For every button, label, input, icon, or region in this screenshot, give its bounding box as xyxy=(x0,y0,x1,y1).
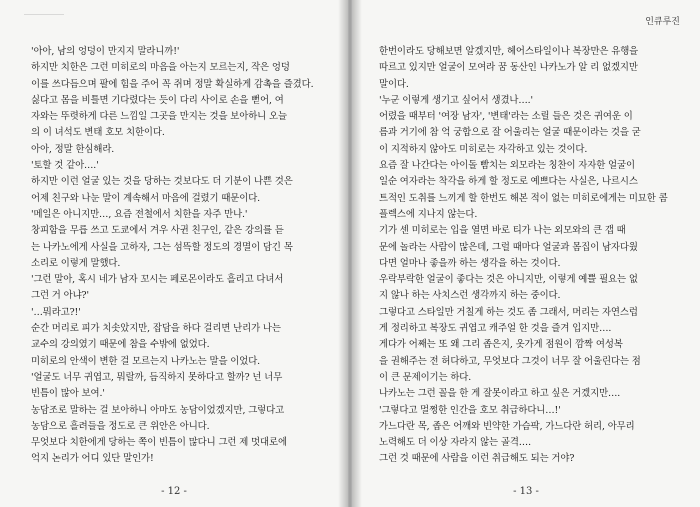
left-page xyxy=(0,0,348,507)
text-line: 빈틈이 많아 보여.' xyxy=(31,388,105,400)
text-line: 미히로의 안색이 변한 걸 모르는지 나카노는 말을 이었다. xyxy=(31,355,261,367)
text-line: 싫다고 몸을 비틀면 기다렸다는 듯이 다리 사이로 손을 뻗어, 여 xyxy=(31,94,284,106)
text-line: 따르고 있지만 얼굴이 모여라 꿈 동산인 나카노가 알 리 없겠지만 xyxy=(379,62,638,74)
text-line: 이 큰 문제이기는 하다. xyxy=(379,371,472,383)
text-line: 트적인 도취를 느끼게 할 한번도 해본 적이 없는 미히로에게는 미묘한 콤 xyxy=(379,192,668,204)
text-line: 일순 여자라는 착각을 하게 할 정도로 예쁘다는 사실은, 나르시스 xyxy=(379,176,638,188)
text-line: '메일은 아니지만…, 요즘 전철에서 치한을 자주 만나.' xyxy=(31,208,248,220)
text-line: 는 나카노에게 사실을 고하자, 그는 섬뜩할 정도의 경멸이 담긴 목 xyxy=(31,241,293,253)
text-line: 그런 거 아냐?' xyxy=(31,290,89,302)
text-line: 기가 센 미히로는 입을 열면 바로 티가 나는 외모와의 큰 갭 때 xyxy=(379,225,626,237)
text-line: 교수의 강의였기 때문에 참을 수밖에 없었다. xyxy=(31,339,210,351)
text-line: 농담으로 흘려들을 정도로 큰 위안은 아니다. xyxy=(31,420,210,432)
text-line: 우락부락한 얼굴이 좋다는 것은 아니지만, 이렇게 예쁠 필요는 없 xyxy=(379,274,638,286)
page-number-right: - 13 - xyxy=(513,486,539,497)
text-line: 농담조로 말하는 걸 보아하니 아마도 농담이었겠지만, 그렇다고 xyxy=(31,404,285,416)
text-line: 나카노는 그런 꼴을 한 게 잘못이라고 하고 싶은 거겠지만…. xyxy=(379,388,621,400)
text-line: '아아, 남의 엉덩이 만지지 말라니까!' xyxy=(31,46,180,57)
book-gutter xyxy=(338,0,362,507)
text-line: '그렇다고 멀쩡한 인간을 호모 취급하다니…!' xyxy=(379,404,561,416)
text-line: '누군 이렇게 생기고 싶어서 생겼나….' xyxy=(379,94,534,106)
text-line: 플렉스에 지나지 않는다. xyxy=(379,208,478,220)
text-line: 무엇보다 치한에게 당하는 쪽이 빈틈이 많다니 그런 제 멋대로에 xyxy=(31,437,287,449)
right-page xyxy=(352,0,700,507)
text-line: 을 권해주는 전 허다하고, 무엇보다 그것이 너무 잘 어울린다는 점 xyxy=(379,355,641,367)
page-number-left: - 12 - xyxy=(161,486,187,497)
text-line: 게 정리하고 복장도 귀엽고 캐주얼 한 것을 즐겨 입지만…. xyxy=(379,323,612,335)
text-line: 어제 친구와 나눈 말이 계속해서 마음에 걸렸기 때문이다. xyxy=(31,192,261,204)
text-line: 그렇다고 스타일만 거칠게 하는 것도 좀 그래서, 머리는 자연스럽 xyxy=(379,306,638,318)
text-line: 말이다. xyxy=(379,78,409,90)
text-line: 문에 놀라는 사람이 많은데, 그럴 때마다 얼굴과 몸집이 남자다웠 xyxy=(379,241,638,253)
running-header: 인큐루진 xyxy=(645,17,680,27)
text-line: 아아, 정말 한심해라. xyxy=(31,143,115,155)
text-line: 요즘 잘 나간다는 아이돌 빰치는 외모라는 칭찬이 자자한 얼굴이 xyxy=(379,160,635,172)
text-line: 지 않나 하는 사치스런 생각까지 하는 중이다. xyxy=(379,290,561,302)
text-line: 름과 거기에 참 억 궁합으로 잘 어울리는 얼굴 때문이라는 것을 굳 xyxy=(379,127,641,139)
text-line: '토할 것 같아….' xyxy=(31,160,99,172)
text-line: 이 지적하지 않아도 미히로는 자각하고 있는 것이다. xyxy=(379,143,588,155)
left-body-text xyxy=(24,44,332,468)
text-line: '얼굴도 너무 귀엽고, 뭐랄까, 듬직하지 못하다고 할까? 넌 너무 xyxy=(31,371,283,383)
text-line: 억지 논리가 어디 있단 말인가! xyxy=(31,453,154,465)
text-line: '그런 말아, 혹시 네가 남자 꼬시는 페로몬이라도 흘리고 다녀서 xyxy=(31,274,284,286)
text-line: 가느다란 목, 좁은 어깨와 빈약한 가슴팍, 가느다란 허리, 아무리 xyxy=(379,420,635,432)
text-line: 소리로 이렇게 말했다. xyxy=(31,257,121,269)
running-head-mark xyxy=(24,14,64,23)
text-line: 창피함을 무릅 쓰고 도쿄에서 겨우 사귄 친구인, 같은 강의를 듣 xyxy=(31,225,284,237)
text-line: '…뭐라고?!' xyxy=(31,306,81,318)
text-line: 자와는 뚜렷하게 다른 느낌일 그곳을 만지는 것을 보아하니 오늘 xyxy=(31,111,287,123)
text-line: 어렸을 때부터 '여장 남자', '변태'라는 소릴 들은 것은 귀여운 이 xyxy=(379,111,633,123)
text-line: 노력해도 더 이상 자라지 않는 골격…. xyxy=(379,437,531,449)
text-line: 의 이 녀석도 변태 호모 치한이다. xyxy=(31,127,165,139)
text-line: 그런 것 때문에 사람을 이런 취급해도 되는 거야? xyxy=(379,453,575,465)
right-body-text xyxy=(372,44,680,468)
text-line: 순간 머리로 피가 치솟았지만, 잡담을 하다 걸리면 난리가 나는 xyxy=(31,323,281,335)
text-line: 이를 쓰다듬으며 팔에 힘을 주어 꼭 쥐며 정말 확실하게 감촉을 즐겼다. xyxy=(31,78,314,90)
text-line: 하지만 치한은 그런 미히로의 마음을 아는지 모르는지, 작은 엉덩 xyxy=(31,62,290,74)
text-line: 게다가 어째는 또 왜 그리 좁은지, 옷가게 점원이 깜짝 여성복 xyxy=(379,339,623,351)
text-line: 다면 얼마나 좋을까 하는 생각을 하는 것이다. xyxy=(379,257,561,269)
text-line: 하지만 이런 얼굴 있는 것을 당하는 것보다도 더 기분이 나쁜 것은 xyxy=(31,176,293,188)
text-line: 한번이라도 당해보면 알겠지만, 헤어스타일이나 복장만은 유행을 xyxy=(379,46,639,57)
